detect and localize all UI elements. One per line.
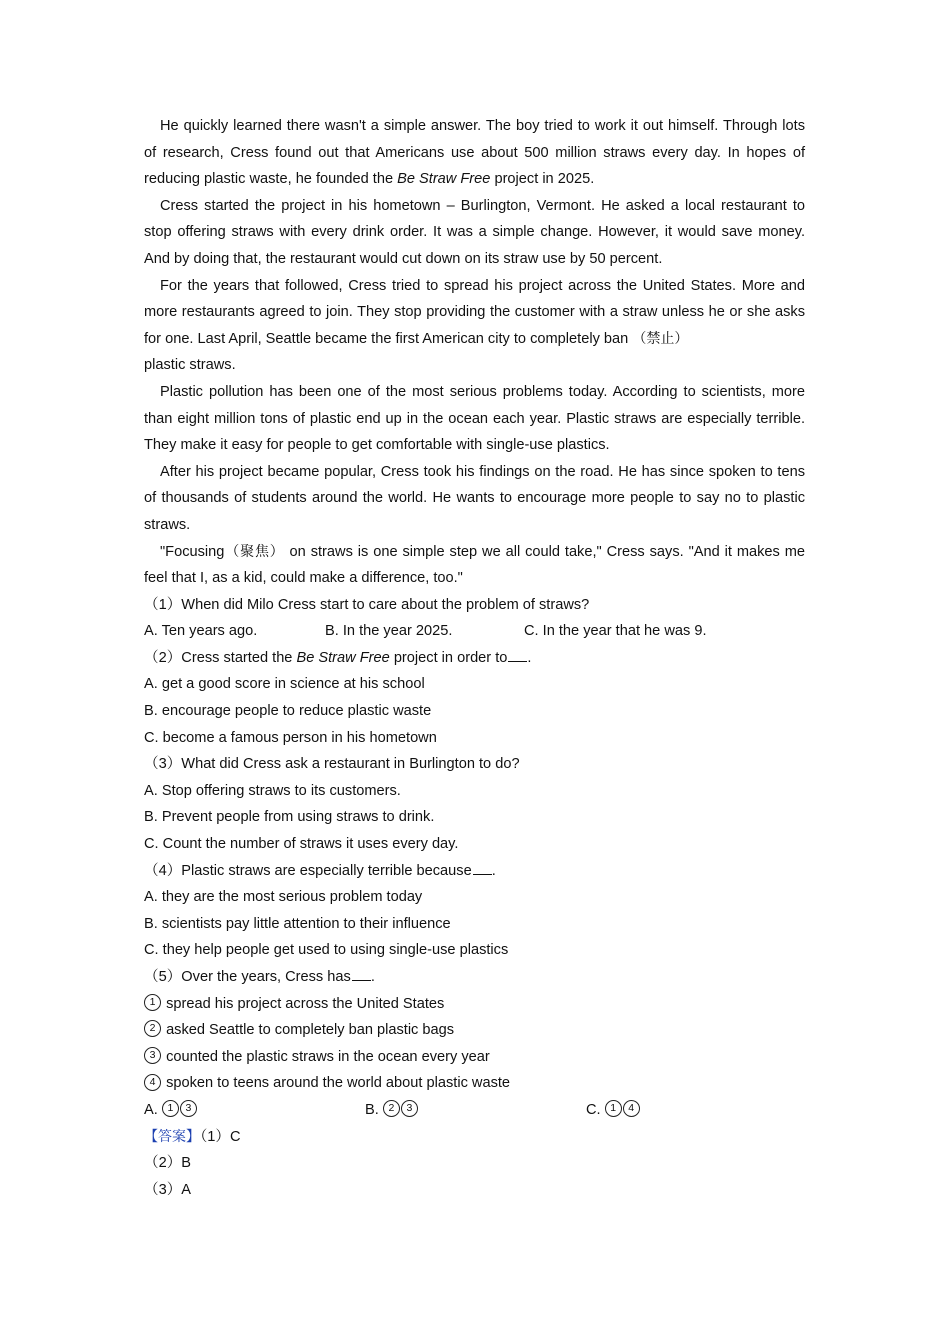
question-2-stem: （2）Cress started the Be Straw Free project in order to . [144, 645, 805, 672]
q2-option-a: A. get a good score in science at his school [144, 676, 425, 693]
q2-option-c: C. become a famous person in his hometown [144, 729, 437, 746]
question-5-stem: （5）Over the years, Cress has . [144, 964, 805, 991]
project-name: Be Straw Free [397, 171, 491, 188]
gloss-ban: （禁止） [632, 330, 689, 347]
q5-item-3: 3 counted the plastic straws in the ocean every year [144, 1044, 805, 1071]
answer-blank [352, 966, 371, 981]
paragraph-1: He quickly learned there wasn't a simple answer. The boy tried to work it out himself. Through lots of research, Cress found out that Americans use about 500 million straws every day. In hopes of reducing plastic waste, he founded the Be Straw Free project in 2025. [144, 118, 805, 188]
q4-option-a: A. they are the most serious problem today [144, 889, 423, 906]
circled-number: 4 [144, 1074, 161, 1091]
question-5-options [144, 1097, 805, 1124]
q3-option-a: A. Stop offering straws to its customers. [144, 782, 401, 799]
answer-label: 【答案】 [144, 1128, 200, 1145]
question-3-stem: （3）What did Cress ask a restaurant in Burlington to do? [144, 756, 520, 773]
q5-item-4: 4 spoken to teens around the world about plastic waste [144, 1070, 805, 1097]
q1-option-c: C. In the year that he was 9. [524, 623, 707, 640]
circled-number: 1 [144, 994, 161, 1011]
answer-1: （1）C [200, 1128, 241, 1145]
paragraph-2: Cress started the project in his hometown – Burlington, Vermont. He asked a local restaurant to stop offering straws with every drink order. It was a simple change. However, it would save money. And by doing that, the restaurant would cut down on its straw use by 50 percent. [144, 197, 805, 267]
question-4-stem: （4）Plastic straws are especially terrible because . [144, 858, 805, 885]
document-page [144, 113, 805, 1203]
answer-blank [508, 647, 527, 662]
answer-key [144, 1124, 805, 1151]
q5-option-a: A. 1 3 [144, 1097, 365, 1124]
circled-number: 3 [144, 1047, 161, 1064]
paragraph-5: After his project became popular, Cress took his findings on the road. He has since spoken to tens of thousands of students around the world. He wants to encourage more people to say no to plastic straws. [144, 463, 805, 533]
q3-option-c: C. Count the number of straws it uses every day. [144, 836, 459, 853]
answer-blank [473, 860, 492, 875]
q5-option-b: B. 2 3 [365, 1097, 586, 1124]
q1-option-b: B. In the year 2025. [325, 623, 453, 640]
q1-option-a: A. Ten years ago. [144, 623, 258, 640]
question-1-stem: （1）When did Milo Cress start to care about the problem of straws? [144, 596, 590, 613]
paragraph-3: For the years that followed, Cress tried to spread his project across the United States. More and more restaurants agreed to join. They stop providing the customer with a straw unless he or she asks for one. Last April, Seattle became the first American city to completely ban （禁止） plastic straws. [144, 277, 805, 374]
gloss-focus: （聚焦） [224, 543, 285, 560]
q3-option-b: B. Prevent people from using straws to drink. [144, 809, 435, 826]
paragraph-4: Plastic pollution has been one of the most serious problems today. According to scientists, more than eight million tons of plastic end up in the ocean each year. Plastic straws are especially terrible. They make it easy for people to get comfortable with single-use plastics. [144, 383, 805, 454]
q4-option-c: C. they help people get used to using single-use plastics [144, 942, 509, 959]
answer-3: （3）A [144, 1181, 192, 1198]
circled-number: 2 [144, 1020, 161, 1037]
q5-option-c: C. 1 4 [586, 1097, 641, 1124]
q2-option-b: B. encourage people to reduce plastic waste [144, 703, 432, 720]
q5-item-1: 1 spread his project across the United States [144, 991, 805, 1018]
answer-2: （2）B [144, 1155, 192, 1172]
q5-item-2: 2 asked Seattle to completely ban plastic bags [144, 1017, 805, 1044]
q4-option-b: B. scientists pay little attention to their influence [144, 915, 451, 932]
paragraph-6: "Focusing（聚焦） on straws is one simple step we all could take," Cress says. "And it makes me feel that I, as a kid, could make a difference, too." [144, 543, 805, 587]
question-1-options [144, 618, 805, 645]
